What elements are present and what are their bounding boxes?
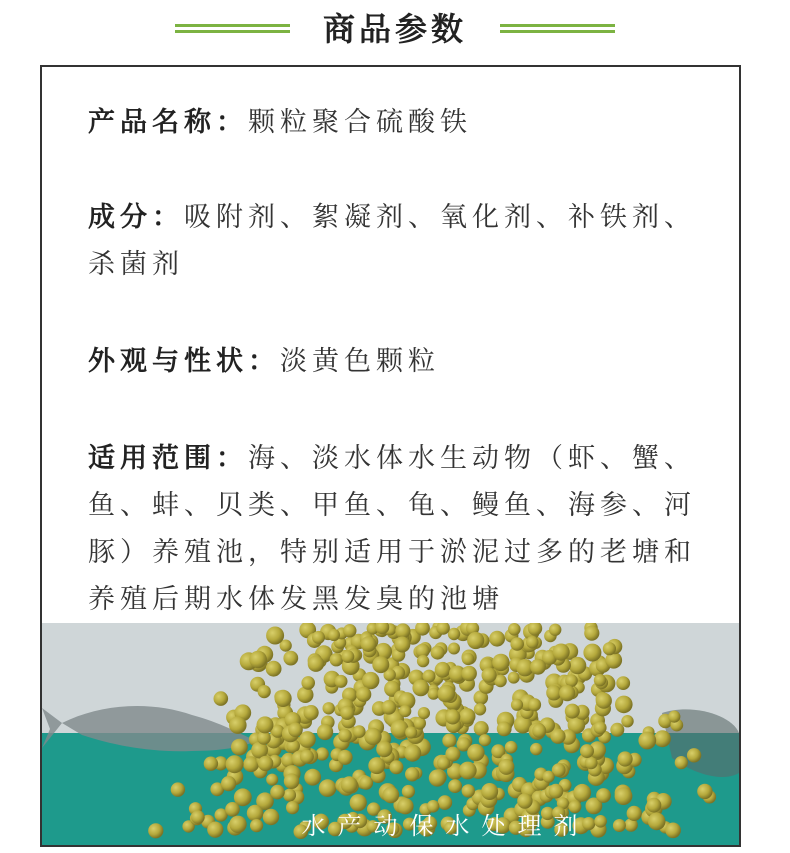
granule <box>231 739 248 756</box>
granule <box>505 741 518 754</box>
granule <box>340 706 354 720</box>
granule <box>675 756 688 769</box>
granule <box>353 725 366 738</box>
granule <box>275 690 292 707</box>
granule <box>638 732 656 750</box>
granule <box>317 724 333 740</box>
granule <box>418 707 430 719</box>
granule <box>580 744 594 758</box>
granule <box>511 699 523 711</box>
granule <box>584 626 599 641</box>
granule <box>668 711 680 723</box>
param-value: 海、淡水体水生动物（虾、蟹、鱼、蚌、贝类、甲鱼、龟、鳗鱼、海参、河豚）养殖池，特别适用于淤泥过多的老塘和养殖后期水体发黑发臭的池塘 <box>88 443 696 615</box>
granule <box>362 672 379 689</box>
granule <box>343 624 356 637</box>
granule <box>549 784 564 799</box>
granule <box>481 783 498 800</box>
granule <box>405 726 417 738</box>
granule <box>697 784 712 799</box>
granule <box>330 653 343 666</box>
granule <box>687 748 701 762</box>
granule <box>528 698 541 711</box>
granule <box>596 788 611 803</box>
granule <box>559 685 575 701</box>
granule <box>618 751 633 766</box>
granule <box>257 716 274 733</box>
param-label: 适用范围： <box>88 443 248 474</box>
granule <box>383 787 400 804</box>
granule <box>359 776 373 790</box>
granule <box>171 782 185 796</box>
granule <box>553 644 570 661</box>
granule <box>508 672 520 684</box>
granule <box>270 785 285 800</box>
granule <box>435 662 451 678</box>
granule <box>603 642 616 655</box>
granule <box>532 724 546 738</box>
granule <box>249 651 267 669</box>
param-label: 产品名称： <box>88 107 248 138</box>
granule <box>594 674 606 686</box>
granule <box>596 693 612 709</box>
granule <box>399 705 411 717</box>
product-photo <box>42 623 739 845</box>
granule <box>266 661 282 677</box>
granule <box>594 721 607 734</box>
granule <box>258 756 273 771</box>
granule <box>445 709 460 724</box>
granule <box>508 623 521 636</box>
granule <box>498 759 514 775</box>
granule <box>467 632 484 649</box>
granule <box>530 743 542 755</box>
granule <box>417 655 429 667</box>
granule <box>474 721 489 736</box>
granule <box>266 627 284 645</box>
granule <box>204 757 218 771</box>
granule <box>621 715 633 727</box>
header-right-line <box>500 24 615 32</box>
section-title <box>0 4 790 50</box>
granule <box>549 624 561 636</box>
granule <box>214 691 229 706</box>
granule <box>526 636 539 649</box>
granule <box>283 651 298 666</box>
param-value: 吸附剂、絮凝剂、氧化剂、补铁剂、杀菌剂 <box>88 202 696 280</box>
granule <box>284 773 300 789</box>
granule <box>459 762 477 780</box>
granule <box>497 722 512 737</box>
granule <box>479 734 491 746</box>
granule <box>405 767 419 781</box>
granule <box>429 769 446 786</box>
granule <box>459 708 475 724</box>
granule <box>308 656 324 672</box>
granule <box>389 760 403 774</box>
granule <box>221 776 236 791</box>
granule <box>654 730 671 747</box>
granule <box>445 747 460 762</box>
granule <box>258 685 271 698</box>
granule <box>492 654 509 671</box>
granule <box>615 787 633 805</box>
granule <box>448 779 462 793</box>
granule <box>319 779 337 797</box>
granule <box>616 676 630 690</box>
section-header <box>0 0 790 60</box>
granule <box>438 685 456 703</box>
granule <box>530 659 546 675</box>
granule <box>462 653 474 665</box>
granule <box>442 734 456 748</box>
granule <box>569 657 586 674</box>
granule <box>462 666 477 681</box>
granule <box>467 744 484 761</box>
granule <box>283 789 296 802</box>
granule <box>482 668 497 683</box>
granule <box>550 729 565 744</box>
granule <box>402 785 415 798</box>
granule <box>328 629 340 641</box>
granule <box>448 643 460 655</box>
param-product-name <box>88 99 718 146</box>
param-label: 成分： <box>88 202 184 233</box>
param-value: 颗粒聚合硫酸铁 <box>248 107 472 138</box>
granule <box>301 676 315 690</box>
granule <box>610 723 624 737</box>
param-appearance <box>88 338 718 385</box>
granule <box>372 656 389 673</box>
granule <box>543 771 555 783</box>
granule <box>356 687 371 702</box>
param-application-scope <box>88 435 718 623</box>
photo-caption: 水产动保水处理剂 <box>301 812 590 840</box>
granule <box>338 750 353 765</box>
granule <box>474 703 486 715</box>
granule <box>361 636 377 652</box>
granule <box>585 757 598 770</box>
section-title-text: 商品参数 <box>322 10 467 48</box>
granule <box>382 700 397 715</box>
granule <box>304 705 319 720</box>
param-value: 淡黄色颗粒 <box>280 346 440 377</box>
granule <box>338 729 352 743</box>
granule <box>510 637 524 651</box>
granule <box>364 728 381 745</box>
granule <box>462 784 475 797</box>
granule <box>304 769 321 786</box>
granule <box>266 774 278 786</box>
granule <box>376 741 392 757</box>
granule <box>335 675 348 688</box>
granule <box>368 757 385 774</box>
granule <box>431 646 445 660</box>
granule <box>341 776 358 793</box>
granule <box>312 631 325 644</box>
granule <box>394 637 410 653</box>
granule <box>489 631 505 647</box>
param-ingredients <box>88 194 718 288</box>
granule <box>395 623 410 638</box>
granule <box>404 745 421 762</box>
granule <box>226 755 244 773</box>
granule <box>323 702 335 714</box>
granule <box>288 723 303 738</box>
granule <box>342 650 355 663</box>
product-params-card <box>40 65 741 847</box>
param-label: 外观与性状： <box>88 346 280 377</box>
granule <box>573 784 591 802</box>
granule <box>412 680 429 697</box>
granule <box>583 644 601 662</box>
granule <box>615 696 633 714</box>
granule <box>229 716 247 734</box>
granule <box>565 704 580 719</box>
granule <box>300 750 314 764</box>
